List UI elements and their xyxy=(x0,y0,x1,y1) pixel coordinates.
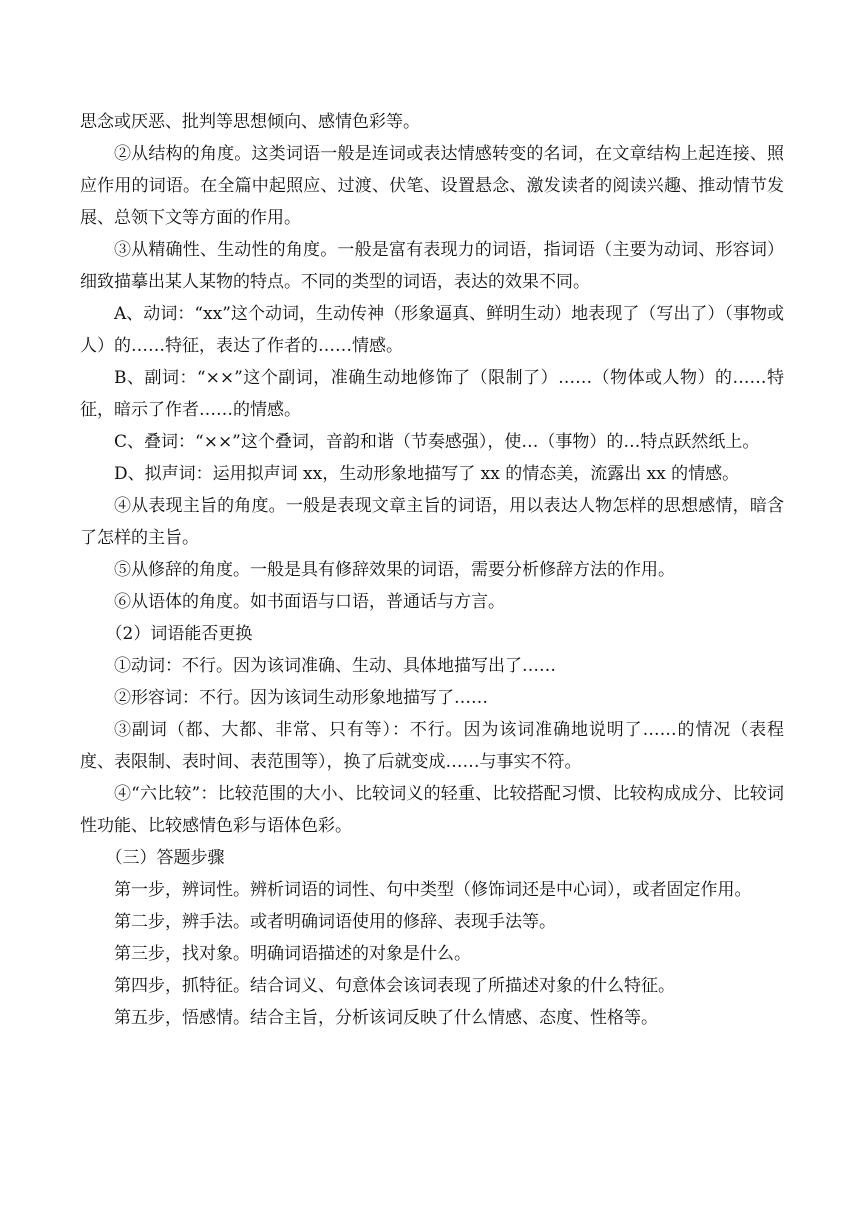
paragraph-step-four: 第四步，抓特征。结合词义、句意体会该词表现了所描述对象的什么特征。 xyxy=(114,976,675,996)
paragraph-six-comparisons: ④“六比较”：比较范围的大小、比较词义的轻重、比较搭配习惯、比较构成成分、比较词性功能、比较感情色彩与语体色彩。 xyxy=(80,784,784,836)
paragraph-reduplicated-word: C、叠词：“××”这个叠词，音韵和谐（节奏感强），使…（事物）的…特点跃然纸上。 xyxy=(114,432,760,452)
paragraph-replace-adverb: ③副词（都、大都、非常、只有等）：不行。因为该词准确地说明了……的情况（表程度、表限制、表时间、表范围等），换了后就变成……与事实不符。 xyxy=(80,720,784,772)
paragraph-theme-angle: ④从表现主旨的角度。一般是表现文章主旨的词语，用以表达人物怎样的思想感情，暗含了怎样的主旨。 xyxy=(80,496,784,548)
paragraph-step-two: 第二步，辨手法。或者明确词语使用的修辞、表现手法等。 xyxy=(114,912,556,932)
paragraph-replace-adjective: ②形容词：不行。因为该词生动形象地描写了…… xyxy=(114,688,488,708)
document-body xyxy=(80,106,784,1034)
paragraph-rhetoric-angle: ⑤从修辞的角度。一般是具有修辞效果的词语，需要分析修辞方法的作用。 xyxy=(114,560,675,580)
section-heading-replaceable: （2）词语能否更换 xyxy=(105,624,253,644)
paragraph-style-angle: ⑥从语体的角度。如书面语与口语，普通话与方言。 xyxy=(114,592,505,612)
paragraph-onomatopoeia: D、拟声词：运用拟声词 xx，生动形象地描写了 xx 的情态美，流露出 xx 的情感。 xyxy=(114,464,740,484)
paragraph-replace-verb: ①动词：不行。因为该词准确、生动、具体地描写出了…… xyxy=(114,656,556,676)
paragraph-adverb: B、副词：“××”这个副词，准确生动地修饰了（限制了）……（物体或人物）的……特征，暗示了作者……的情感。 xyxy=(80,368,784,420)
paragraph-step-three: 第三步，找对象。明确词语描述的对象是什么。 xyxy=(114,944,471,964)
section-heading-answer-steps: （三）答题步骤 xyxy=(105,848,225,868)
paragraph-continuation: 思念或厌恶、批判等思想倾向、感情色彩等。 xyxy=(80,112,420,132)
paragraph-step-five: 第五步，悟感情。结合主旨，分析该词反映了什么情感、态度、性格等。 xyxy=(114,1008,658,1028)
paragraph-step-one: 第一步，辨词性。辨析词语的词性、句中类型（修饰词还是中心词），或者固定作用。 xyxy=(114,880,752,900)
paragraph-structure-angle: ②从结构的角度。这类词语一般是连词或表达情感转变的名词，在文章结构上起连接、照应作用的词语。在全篇中起照应、过渡、伏笔、设置悬念、激发读者的阅读兴趣、推动情节发展、总领下文等方面的作用。 xyxy=(80,144,784,228)
paragraph-verb: A、动词：“xx”这个动词，生动传神（形象逼真、鲜明生动）地表现了（写出了）（事物或人）的……特征，表达了作者的……情感。 xyxy=(80,304,784,356)
paragraph-precision-angle: ③从精确性、生动性的角度。一般是富有表现力的词语，指词语（主要为动词、形容词）细致描摹出某人某物的特点。不同的类型的词语，表达的效果不同。 xyxy=(80,240,784,292)
